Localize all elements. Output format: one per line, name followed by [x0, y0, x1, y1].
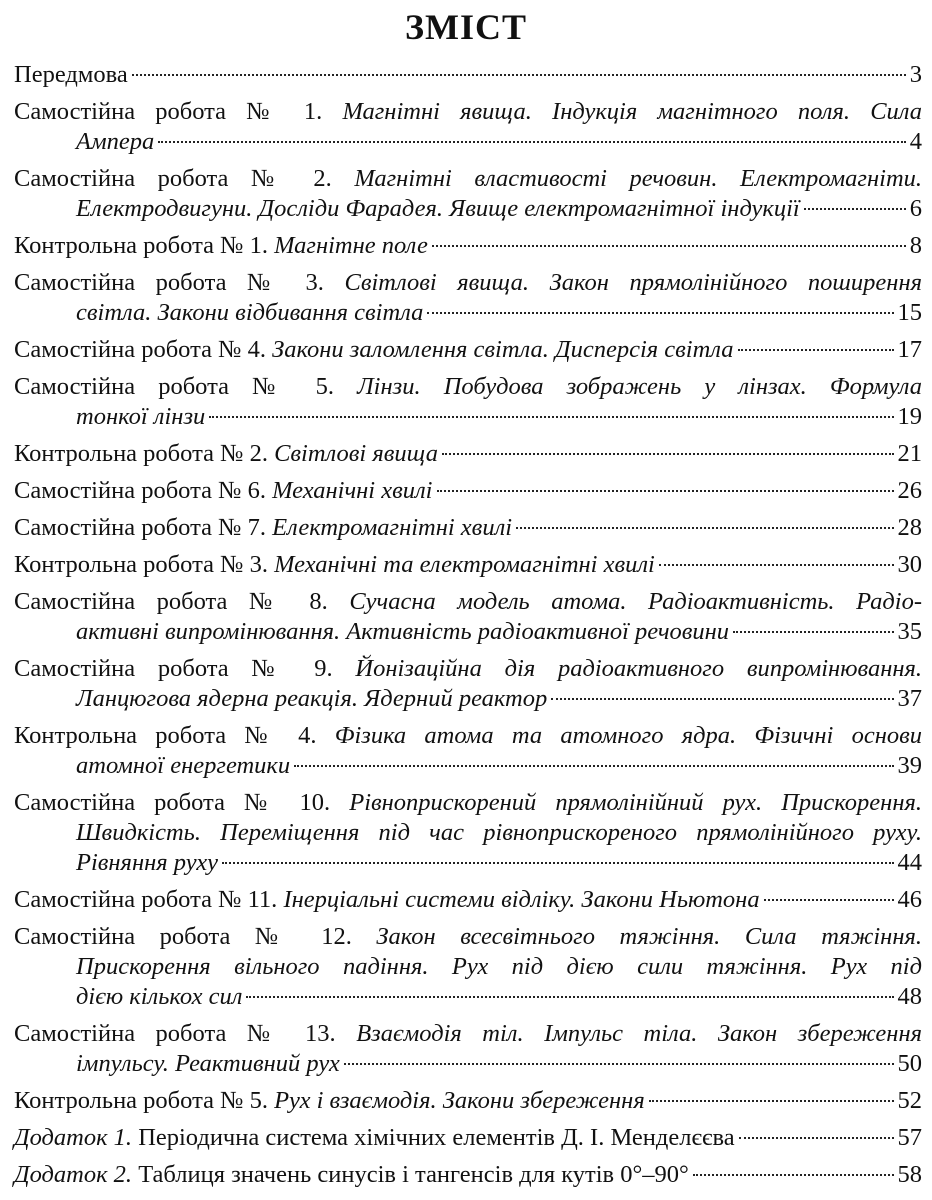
toc-page-number: 28	[897, 514, 922, 541]
toc-page-number: 37	[897, 685, 922, 712]
toc-page-number: 57	[897, 1124, 922, 1151]
toc-entry-title-end: тонкої лінзи	[76, 403, 206, 430]
toc-entry[interactable]	[14, 1123, 922, 1153]
toc-page-number: 8	[909, 232, 922, 259]
toc-entry-label: Самостійна робота № 2.	[14, 165, 332, 192]
dot-leader	[551, 698, 893, 700]
toc-entry-title-end: Світлові явища	[274, 440, 438, 467]
toc-entry-label: Самостійна робота № 7.	[14, 514, 266, 541]
toc-entry-title-end: Механічні та електромагнітні хвилі	[274, 551, 655, 578]
toc-entry-title-end: Електродвигуни. Досліди Фарадея. Явище електромагнітної індукції	[76, 195, 800, 222]
toc-page-number: 4	[909, 128, 922, 155]
dot-leader	[442, 453, 894, 455]
toc-page-number: 35	[897, 618, 922, 645]
dot-leader	[516, 527, 893, 529]
dot-leader	[158, 141, 906, 143]
dot-leader	[738, 349, 894, 351]
toc-entry-label: Самостійна робота № 5.	[14, 373, 334, 400]
toc-entry-title-end: Електромагнітні хвилі	[272, 514, 513, 541]
toc-entry-label: Самостійна робота № 3.	[14, 269, 324, 296]
toc-entry-title-line: Магнітні явища. Індукція магнітного поля. Сила	[342, 98, 923, 125]
toc-entry[interactable]	[14, 550, 922, 580]
toc-entry-label: Додаток 1.	[14, 1124, 133, 1151]
toc-entry-title-line: Взаємодія тіл. Імпульс тіла. Закон збереження	[356, 1020, 923, 1047]
toc-page-number: 39	[897, 752, 922, 779]
toc-entry[interactable]	[14, 231, 922, 261]
toc-entry-title-line: Світлові явища. Закон прямолінійного поширення	[344, 269, 922, 296]
toc-page-number: 50	[897, 1050, 922, 1077]
toc-entry[interactable]	[14, 721, 922, 781]
toc-entry-title-line: Прискорення вільного падіння. Рух під дією сили тяжіння. Рух під	[76, 953, 922, 980]
toc-entry[interactable]	[14, 164, 922, 224]
dot-leader	[437, 490, 894, 492]
toc-entry-label: Контрольна робота № 5.	[14, 1087, 268, 1114]
dot-leader	[693, 1174, 894, 1176]
toc-entry-label: Додаток 2.	[14, 1161, 133, 1188]
toc-page-number: 6	[909, 195, 922, 222]
toc-entry[interactable]	[14, 60, 922, 90]
toc-page-number: 17	[897, 336, 922, 363]
toc-entry-label: Самостійна робота № 11.	[14, 886, 278, 913]
toc-entry-title-line: Фізика атома та атомного ядра. Фізичні основи	[334, 722, 923, 749]
toc-page-number: 30	[897, 551, 922, 578]
toc-entry-title-end: світла. Закони відбивання світла	[76, 299, 424, 326]
toc-page-number: 26	[897, 477, 922, 504]
toc-entry-label: Самостійна робота № 8.	[14, 588, 328, 615]
dot-leader	[733, 631, 893, 633]
toc-entry-title-end: Ампера	[76, 128, 155, 155]
toc-entry[interactable]	[14, 1160, 922, 1190]
toc-entry-title-end: Періодична система хімічних елементів Д. І. Менделєєва	[138, 1124, 735, 1151]
toc-entry-label: Самостійна робота № 9.	[14, 655, 333, 682]
dot-leader	[209, 416, 893, 418]
toc-entry[interactable]	[14, 268, 922, 328]
dot-leader	[739, 1137, 894, 1139]
toc-entry[interactable]	[14, 97, 922, 157]
toc-entry[interactable]	[14, 335, 922, 365]
toc-page-number: 58	[897, 1161, 922, 1188]
toc-page-number: 44	[897, 849, 922, 876]
dot-leader	[764, 899, 894, 901]
toc-entry-label: Контрольна робота № 3.	[14, 551, 268, 578]
dot-leader	[246, 996, 893, 998]
dot-leader	[344, 1063, 894, 1065]
toc-page-number: 19	[897, 403, 922, 430]
toc-entry-title-line: Сучасна модель атома. Радіоактивність. Радіо-	[349, 588, 923, 615]
toc-entry-title-end: Механічні хвилі	[272, 477, 433, 504]
toc-entry-label: Самостійна робота № 10.	[14, 789, 331, 816]
toc-entry-title-end: Магнітне поле	[274, 232, 428, 259]
toc-entry-title-end: Таблиця значень синусів і тангенсів для кутів 0°–90°	[138, 1161, 689, 1188]
toc-entry[interactable]	[14, 885, 922, 915]
toc-entry[interactable]	[14, 1019, 922, 1079]
toc-entry-title-end: імпульсу. Реактивний рух	[76, 1050, 340, 1077]
dot-leader	[294, 765, 893, 767]
toc-entry-title-end: Ланцюгова ядерна реакція. Ядерний реактор	[76, 685, 548, 712]
toc-entry-title-end: активні випромінювання. Активність радіоактивної речовини	[76, 618, 730, 645]
toc-entry[interactable]	[14, 513, 922, 543]
toc-entry-title-end: Інерціальні системи відліку. Закони Ньютона	[283, 886, 760, 913]
dot-leader	[649, 1100, 894, 1102]
toc-entry[interactable]	[14, 1086, 922, 1116]
toc-entry-title-line: Лінзи. Побудова зображень у лінзах. Формула	[357, 373, 923, 400]
dot-leader	[132, 74, 906, 76]
toc-page-number: 52	[897, 1087, 922, 1114]
toc-page-number: 46	[897, 886, 922, 913]
toc-entry-title-end: Закони заломлення світла. Дисперсія світла	[272, 336, 734, 363]
toc-entry-label: Контрольна робота № 2.	[14, 440, 268, 467]
toc-entry-label: Самостійна робота № 13.	[14, 1020, 336, 1047]
dot-leader	[432, 245, 906, 247]
toc-entry-label: Самостійна робота № 4.	[14, 336, 266, 363]
toc-entry[interactable]	[14, 476, 922, 506]
toc-entry[interactable]	[14, 654, 922, 714]
toc-entry-label: Контрольна робота № 1.	[14, 232, 268, 259]
toc-page-number: 3	[909, 61, 922, 88]
dot-leader	[427, 312, 893, 314]
toc-entry-label: Контрольна робота № 4.	[14, 722, 317, 749]
toc-entry-label: Передмова	[14, 61, 128, 88]
toc-entry[interactable]	[14, 372, 922, 432]
toc-page-number: 48	[897, 983, 922, 1010]
toc-entry-title-line: Рівноприскорений прямолінійний рух. Прискорення.	[349, 789, 922, 816]
toc-entry[interactable]	[14, 587, 922, 647]
toc-entry[interactable]	[14, 439, 922, 469]
toc-entry[interactable]	[14, 922, 922, 1012]
toc-page-number: 21	[897, 440, 922, 467]
table-of-contents	[14, 60, 922, 1197]
toc-entry-title-end: Рух і взаємодія. Закони збереження	[274, 1087, 645, 1114]
toc-entry-title-line: Закон всесвітнього тяжіння. Сила тяжіння.	[376, 923, 922, 950]
toc-entry-title-line: Магнітні властивості речовин. Електромагніти.	[354, 165, 923, 192]
toc-page-number: 15	[897, 299, 922, 326]
toc-entry-label: Самостійна робота № 1.	[14, 98, 323, 125]
dot-leader	[659, 564, 894, 566]
toc-entry-title-line: Йонізаційна дія радіоактивного випромінювання.	[355, 655, 923, 682]
toc-entry-title-end: дією кількох сил	[76, 983, 243, 1010]
toc-entry[interactable]	[14, 788, 922, 878]
toc-entry-label: Самостійна робота № 12.	[14, 923, 352, 950]
page-title: ЗМІСТ	[405, 7, 527, 47]
toc-entry-title-line: Швидкість. Переміщення під час рівноприскореного прямолінійного руху.	[76, 819, 922, 846]
dot-leader	[804, 208, 906, 210]
toc-entry-label: Самостійна робота № 6.	[14, 477, 266, 504]
toc-entry-title-end: Рівняння руху	[76, 849, 218, 876]
toc-entry-title-end: атомної енергетики	[76, 752, 291, 779]
dot-leader	[222, 862, 894, 864]
